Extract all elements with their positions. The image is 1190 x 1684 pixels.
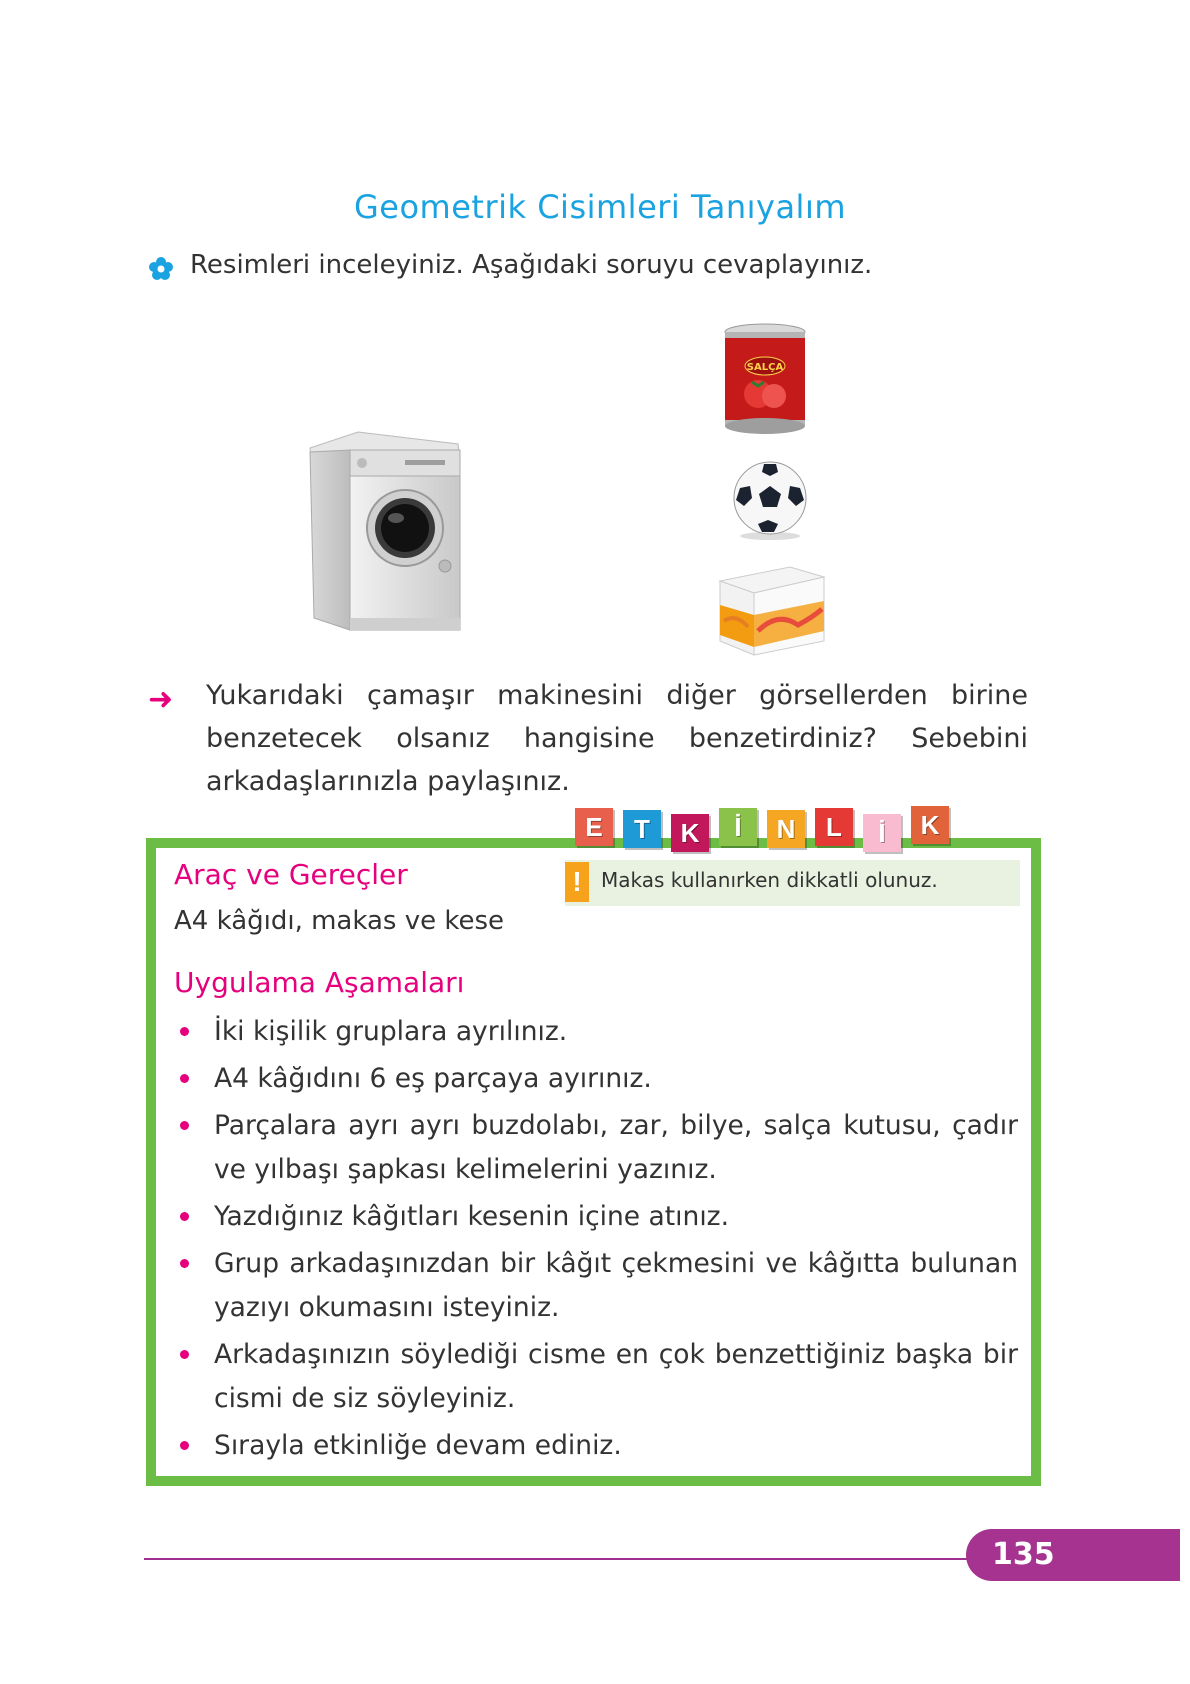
page-title: Geometrik Cisimleri Tanıyalım xyxy=(353,188,846,226)
exclamation-icon: ! xyxy=(565,862,589,902)
instruction-text: Resimleri inceleyiniz. Aşağıdaki soruyu cevaplayınız. xyxy=(190,250,873,280)
etkinlik-letter: T xyxy=(623,810,661,848)
list-item: Sırayla etkinliğe devam ediniz. xyxy=(176,1424,1018,1468)
bullet-icon xyxy=(180,1441,189,1450)
tomato-paste-can-image xyxy=(722,322,808,438)
list-item: Grup arkadaşınızdan bir kâğıt çekmesini ve kâğıtta bulunan yazıyı okumasını isteyiniz. xyxy=(176,1242,1018,1330)
warning-note xyxy=(565,860,1020,906)
bullet-icon xyxy=(180,1259,189,1268)
box-image xyxy=(718,565,826,657)
arrow-right-icon: ➜ xyxy=(148,682,174,717)
list-item: Parçalara ayrı ayrı buzdolabı, zar, bilye, salça kutusu, çadır ve yılbaşı şapkası kelimelerini yazınız. xyxy=(176,1104,1018,1192)
footer-divider xyxy=(144,1558,984,1560)
bullet-icon xyxy=(180,1027,189,1036)
page-number: 135 xyxy=(966,1529,1180,1581)
etkinlik-letter: İ xyxy=(719,808,757,846)
list-item: Yazdığınız kâğıtları kesenin içine atınız. xyxy=(176,1195,1018,1239)
etkinlik-letter: E xyxy=(575,808,613,846)
etkinlik-letter: K xyxy=(911,806,949,844)
soccer-ball-image xyxy=(728,458,812,542)
bullet-icon xyxy=(180,1121,189,1130)
question-text: Yukarıdaki çamaşır makinesini diğer görsellerden birine benzetecek olsanız hangisine benzetirdiniz? Sebebini arkadaşlarınızla paylaşınız. xyxy=(206,680,1028,797)
etkinlik-letter: K xyxy=(671,814,709,852)
list-item: Arkadaşınızın söylediği cisme en çok benzettiğiniz başka bir cismi de siz söyleyiniz. xyxy=(176,1333,1018,1421)
etkinlik-letter: L xyxy=(815,808,853,846)
flower-icon xyxy=(148,256,174,282)
steps-list xyxy=(176,1010,1018,1471)
list-item: A4 kâğıdını 6 eş parçaya ayırınız. xyxy=(176,1057,1018,1101)
question xyxy=(148,674,1028,803)
bullet-icon xyxy=(180,1350,189,1359)
instruction xyxy=(148,250,872,280)
steps-heading: Uygulama Aşamaları xyxy=(174,966,465,999)
bullet-icon xyxy=(180,1074,189,1083)
etkinlik-letter: N xyxy=(767,810,805,848)
tools-heading: Araç ve Gereçler xyxy=(174,858,408,891)
list-item: İki kişilik gruplara ayrılınız. xyxy=(176,1010,1018,1054)
warning-text: Makas kullanırken dikkatli olunuz. xyxy=(601,868,938,892)
washing-machine-image xyxy=(300,430,470,635)
etkinlik-letter: İ xyxy=(863,814,901,852)
can-label: SALÇA xyxy=(746,362,784,373)
tools-text: A4 kâğıdı, makas ve kese xyxy=(174,906,505,936)
bullet-icon xyxy=(180,1212,189,1221)
